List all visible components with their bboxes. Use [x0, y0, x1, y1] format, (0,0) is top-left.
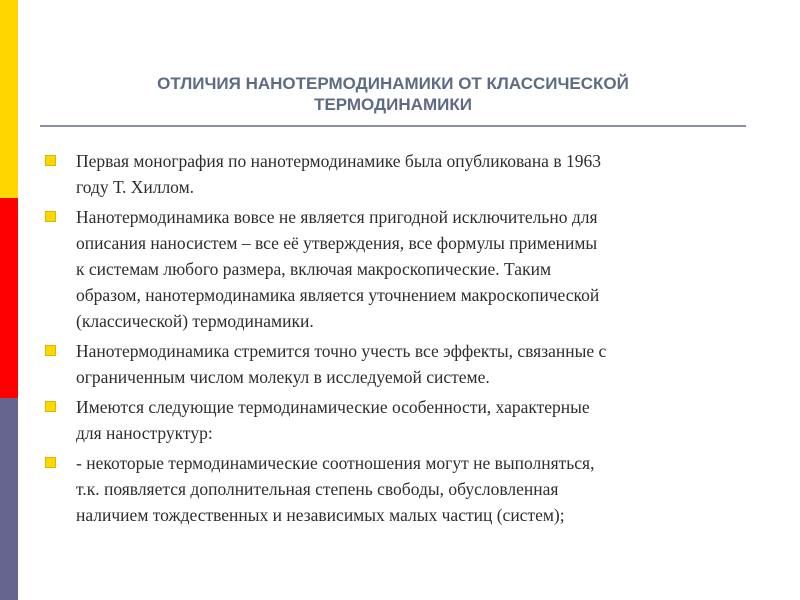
- bullet-list: [46, 148, 758, 532]
- bullet-line: к системам любого размера, включая макроскопические. Таким: [76, 259, 552, 279]
- bullet-item: [46, 204, 758, 334]
- bullet-line: Первая монография по нанотермодинамике была опубликована в 1963: [76, 151, 601, 171]
- bullet-item: [46, 338, 758, 390]
- bullet-line: Нанотермодинамика вовсе не является пригодной исключительно для: [76, 207, 598, 227]
- bullet-item: [46, 148, 758, 200]
- bullet-line: году Т. Хиллом.: [76, 177, 195, 197]
- slide-title-line: ОТЛИЧИЯ НАНОТЕРМОДИНАМИКИ ОТ КЛАССИЧЕСКОЙ: [157, 74, 629, 93]
- bullet-item: [46, 394, 758, 446]
- accent-bar-slate: [0, 398, 18, 600]
- slide-title-line: ТЕРМОДИНАМИКИ: [314, 95, 472, 114]
- bullet-line: (классической) термодинамики.: [76, 311, 314, 331]
- bullet-line: образом, нанотермодинамика является уточнением макроскопической: [76, 285, 600, 305]
- bullet-line: Нанотермодинамика стремится точно учесть все эффекты, связанные с: [76, 341, 607, 361]
- bullet-line: наличием тождественных и независимых малых частиц (систем);: [76, 505, 565, 525]
- square-bullet-icon: [46, 156, 55, 165]
- bullet-line: Имеются следующие термодинамические особенности, характерные: [76, 397, 590, 417]
- bullet-item: [46, 450, 758, 528]
- accent-bar-red: [0, 198, 18, 398]
- slide-title: [40, 73, 746, 115]
- square-bullet-icon: [46, 458, 55, 467]
- bullet-line: описания наносистем – все её утверждения, все формулы применимы: [76, 233, 598, 253]
- square-bullet-icon: [46, 212, 55, 221]
- bullet-line: ограниченным числом молекул в исследуемой системе.: [76, 367, 490, 387]
- bullet-line: для наноструктур:: [76, 423, 213, 443]
- bullet-line: т.к. появляется дополнительная степень свободы, обусловленная: [76, 479, 559, 499]
- square-bullet-icon: [46, 402, 55, 411]
- title-divider: [40, 125, 746, 127]
- bullet-line: - некоторые термодинамические соотношения могут не выполняться,: [76, 453, 595, 473]
- accent-bar-yellow: [0, 0, 18, 198]
- square-bullet-icon: [46, 346, 55, 355]
